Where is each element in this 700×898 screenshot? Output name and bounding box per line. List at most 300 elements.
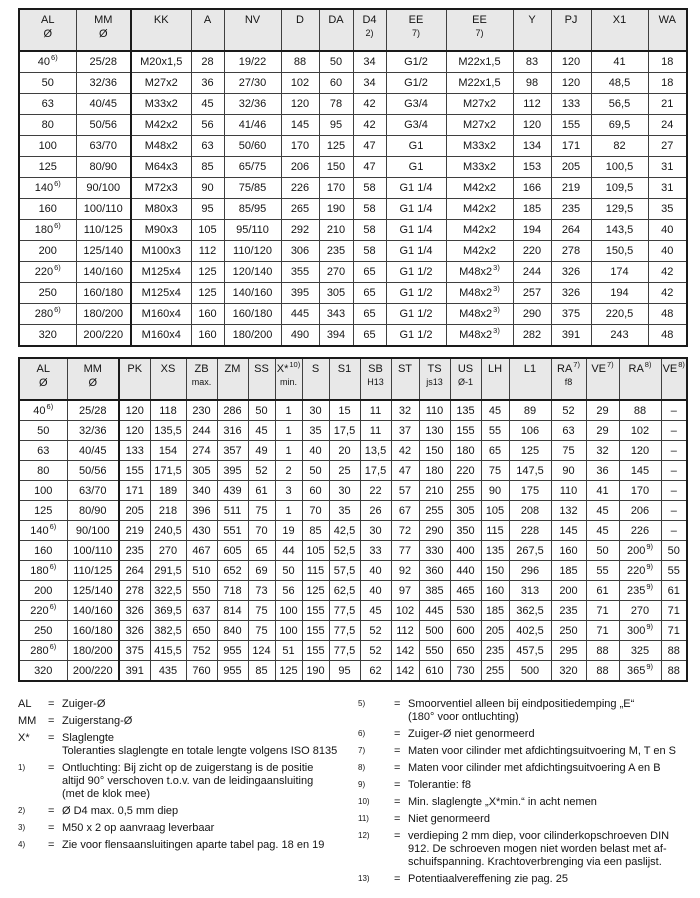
table-cell: 52 xyxy=(360,621,391,641)
table-cell: 610 xyxy=(419,661,450,682)
table-cell: 840 xyxy=(217,621,248,641)
footnote-label: 1) xyxy=(18,763,26,772)
column-header: X1 xyxy=(591,9,648,51)
table-cell: 120 xyxy=(619,441,661,461)
table-cell: 243 xyxy=(591,325,648,347)
table-cell: M90x3 xyxy=(131,220,191,241)
table-cell: 391 xyxy=(119,661,150,682)
table-cell: 395 xyxy=(281,283,319,304)
table-cell: 360 xyxy=(419,561,450,581)
table-cell: 69 xyxy=(248,561,275,581)
table-cell: 160/180 xyxy=(76,283,131,304)
column-header: WA xyxy=(648,9,687,51)
column-header: ST xyxy=(391,358,419,400)
table-cell: 291,5 xyxy=(150,561,186,581)
footnote-ref: 7) xyxy=(573,360,580,370)
dimensions-table-1-mount xyxy=(18,8,686,347)
table-cell: 135 xyxy=(481,541,509,561)
table-cell: 365$^{9)}$ xyxy=(619,661,661,682)
table-row xyxy=(19,621,687,641)
table-cell: 32/36 xyxy=(67,421,119,441)
table-cell: 22 xyxy=(360,481,391,501)
table-cell: 320 xyxy=(19,325,76,347)
table-cell: 1 xyxy=(275,441,302,461)
table-cell: 180 xyxy=(419,461,450,481)
table-cell: – xyxy=(661,441,687,461)
footnote-text: Min. slaglengte „X*min.“ in acht nemen xyxy=(408,796,597,808)
table-cell: 235 xyxy=(551,601,586,621)
table-cell: 155 xyxy=(302,641,329,661)
table-cell: 33 xyxy=(360,541,391,561)
table-cell: 125/140 xyxy=(67,581,119,601)
footnote-text: Ontluchting: Bij zicht op de zuigerstang is de positie altijd 90° verschoven t.o.v. van de leidingaansluiting (met de klok mee) xyxy=(62,762,314,800)
table-cell: 62 xyxy=(360,661,391,682)
table-cell: 75 xyxy=(481,461,509,481)
table-cell: 40/45 xyxy=(67,441,119,461)
table-cell: 278 xyxy=(551,241,591,262)
footnote-item xyxy=(358,813,686,826)
table-row xyxy=(19,73,687,94)
footnote-ref: 9) xyxy=(646,561,654,571)
table-cell: 100 xyxy=(275,601,302,621)
table-cell: G1 1/4 xyxy=(386,241,446,262)
table-cell: 50 xyxy=(19,421,67,441)
table-cell: M125x4 xyxy=(131,262,191,283)
table-row xyxy=(19,325,687,347)
table-cell: 250 xyxy=(551,621,586,641)
column-header: SB H13 xyxy=(360,358,391,400)
table-cell: 160 xyxy=(481,581,509,601)
table-cell: 120/140 xyxy=(224,262,281,283)
column-header: S xyxy=(302,358,329,400)
footnotes-right-column xyxy=(358,698,686,890)
column-header: ZB max. xyxy=(186,358,217,400)
table-cell: 55 xyxy=(661,561,687,581)
footnote-item xyxy=(358,728,686,741)
table-row xyxy=(19,262,687,283)
footnote-ref: 9) xyxy=(646,581,654,591)
table-cell: 71 xyxy=(661,621,687,641)
table-cell: 130 xyxy=(419,421,450,441)
table-cell: 44 xyxy=(275,541,302,561)
table-row xyxy=(19,115,687,136)
footnote-ref: 6) xyxy=(54,221,61,231)
table-cell: M100x3 xyxy=(131,241,191,262)
table-cell: 226 xyxy=(281,178,319,199)
table-cell: 50 xyxy=(661,541,687,561)
table-cell: 28 xyxy=(191,51,224,73)
table-cell: 292 xyxy=(281,220,319,241)
table-cell: 415,5 xyxy=(150,641,186,661)
footnote-equals: = xyxy=(48,698,55,710)
footnote-text: Tolerantie: f8 xyxy=(408,779,471,791)
table-cell: 50 xyxy=(586,541,619,561)
table-cell: M27x2 xyxy=(131,73,191,94)
footnote-text: Maten voor cilinder met afdichtingsuitvoering A en B xyxy=(408,762,661,774)
footnote-ref: 6) xyxy=(49,521,57,531)
table-cell: M42x2 xyxy=(446,178,513,199)
table-cell: 85 xyxy=(302,521,329,541)
table-cell: 760 xyxy=(186,661,217,682)
table-cell: 90 xyxy=(551,461,586,481)
table-cell: 88 xyxy=(619,400,661,421)
table-cell: 105 xyxy=(481,501,509,521)
table-cell: 17,5 xyxy=(360,461,391,481)
table-cell: 1 xyxy=(275,400,302,421)
table-cell: 67 xyxy=(391,501,419,521)
footnote-label: 11) xyxy=(358,814,369,823)
table-cell: 155 xyxy=(551,115,591,136)
table-row xyxy=(19,157,687,178)
table-cell: 98 xyxy=(513,73,551,94)
table-cell: 40/45 xyxy=(76,94,131,115)
table-cell: 265 xyxy=(281,199,319,220)
table-cell: 40 xyxy=(360,581,391,601)
table-cell: 95/110 xyxy=(224,220,281,241)
footnote-ref: 6) xyxy=(54,263,61,273)
table-cell: 89 xyxy=(509,400,551,421)
table-cell: 110/125 xyxy=(76,220,131,241)
table-cell: 65 xyxy=(353,262,386,283)
table-cell: 77 xyxy=(391,541,419,561)
table-cell: 264 xyxy=(119,561,150,581)
table-cell: 40$^{6)}$ xyxy=(19,51,76,73)
table-cell: 105 xyxy=(191,220,224,241)
table-cell: 45 xyxy=(248,421,275,441)
table-cell: M33x2 xyxy=(131,94,191,115)
table-cell: 77,5 xyxy=(329,601,360,621)
table-cell: 120 xyxy=(513,115,551,136)
footnote-ref: 6) xyxy=(49,641,57,651)
table-cell: 160 xyxy=(19,541,67,561)
footnote-equals: = xyxy=(394,830,401,842)
footnote-label: AL xyxy=(18,698,32,710)
table-cell: G1 1/2 xyxy=(386,325,446,347)
table-cell: 37 xyxy=(391,421,419,441)
table-cell: 61 xyxy=(661,581,687,601)
table-cell: 50/56 xyxy=(67,461,119,481)
table-cell: 69,5 xyxy=(591,115,648,136)
table-cell: 189 xyxy=(150,481,186,501)
table-cell: 65 xyxy=(248,541,275,561)
table-cell: 274 xyxy=(186,441,217,461)
table-cell: 316 xyxy=(217,421,248,441)
table-cell: 50/56 xyxy=(76,115,131,136)
table-cell: G1 1/2 xyxy=(386,262,446,283)
table-cell: 402,5 xyxy=(509,621,551,641)
table-cell: 343 xyxy=(319,304,353,325)
footnote-item xyxy=(18,822,358,835)
table-cell: 129,5 xyxy=(591,199,648,220)
table-cell: 150 xyxy=(419,441,450,461)
table-cell: 135,5 xyxy=(150,421,186,441)
table-cell: 50 xyxy=(319,51,353,73)
table-cell: 58 xyxy=(353,241,386,262)
table-row xyxy=(19,421,687,441)
column-header: RA$^{7)}$ f8 xyxy=(551,358,586,400)
table-row xyxy=(19,441,687,461)
table-cell: 155 xyxy=(302,621,329,641)
table-cell: 190 xyxy=(319,199,353,220)
table-cell: 20 xyxy=(329,441,360,461)
table-cell: 355 xyxy=(281,262,319,283)
table-cell: 58 xyxy=(353,199,386,220)
table-cell: 220,5 xyxy=(591,304,648,325)
table-row xyxy=(19,521,687,541)
table-cell: 394 xyxy=(319,325,353,347)
table-cell: 102 xyxy=(619,421,661,441)
footnote-text: Smoorventiel alleen bij eindpositiedemping „E“ (180° voor ontluchting) xyxy=(408,698,635,723)
table-cell: 326 xyxy=(551,262,591,283)
table-cell: 550 xyxy=(419,641,450,661)
table-cell: 71 xyxy=(661,601,687,621)
footnote-item xyxy=(358,873,686,886)
table-cell: 40 xyxy=(302,441,329,461)
table-cell: 185 xyxy=(513,199,551,220)
table-cell: 1 xyxy=(275,421,302,441)
table-cell: 85 xyxy=(191,157,224,178)
table-row xyxy=(19,400,687,421)
column-header: TS js13 xyxy=(419,358,450,400)
table-cell: 170 xyxy=(281,136,319,157)
table-cell: 40 xyxy=(360,561,391,581)
table-cell: 47 xyxy=(353,136,386,157)
footnote-text: Potentiaalvereffening zie pag. 25 xyxy=(408,873,569,885)
footnote-ref: 3) xyxy=(493,326,500,336)
table-cell: 49 xyxy=(248,441,275,461)
table-cell: 375 xyxy=(119,641,150,661)
table-cell: M72x3 xyxy=(131,178,191,199)
table-cell: 170 xyxy=(319,178,353,199)
table-cell: 305 xyxy=(450,501,481,521)
table-cell: 235$^{9)}$ xyxy=(619,581,661,601)
table-cell: 42 xyxy=(353,115,386,136)
table-cell: 200/220 xyxy=(67,661,119,682)
table-cell: 30 xyxy=(360,521,391,541)
table-cell: 166 xyxy=(513,178,551,199)
table-cell: 52 xyxy=(360,641,391,661)
footnotes-section xyxy=(18,698,686,890)
column-header: X*$^{10)}$ min. xyxy=(275,358,302,400)
footnote-label: 2) xyxy=(18,806,26,815)
table-cell: 82 xyxy=(591,136,648,157)
table-cell: 55 xyxy=(481,421,509,441)
table-cell: 605 xyxy=(217,541,248,561)
table-cell: 110 xyxy=(551,481,586,501)
table-cell: 32 xyxy=(391,400,419,421)
table-cell: 955 xyxy=(217,641,248,661)
table-cell: 90/100 xyxy=(67,521,119,541)
table-cell: 133 xyxy=(119,441,150,461)
table-cell: G1 xyxy=(386,157,446,178)
table-cell: 42 xyxy=(648,262,687,283)
footnote-equals: = xyxy=(48,805,55,817)
table-cell: 2 xyxy=(275,461,302,481)
column-header: D xyxy=(281,9,319,51)
table-row xyxy=(19,304,687,325)
table-cell: – xyxy=(661,481,687,501)
table-cell: 120 xyxy=(119,421,150,441)
table-cell: 600 xyxy=(450,621,481,641)
table-cell: 71 xyxy=(586,621,619,641)
table-cell: 465 xyxy=(450,581,481,601)
table-cell: 41/46 xyxy=(224,115,281,136)
footnote-equals: = xyxy=(394,728,401,740)
table-cell: 306 xyxy=(281,241,319,262)
table-cell: 50/60 xyxy=(224,136,281,157)
table-cell: 50 xyxy=(275,561,302,581)
table-cell: 120 xyxy=(551,73,591,94)
table-cell: 154 xyxy=(150,441,186,461)
table-cell: 290 xyxy=(419,521,450,541)
table-cell: 88 xyxy=(661,661,687,682)
table-cell: 100 xyxy=(19,136,76,157)
table-cell: 34 xyxy=(353,73,386,94)
table-cell: 32 xyxy=(586,441,619,461)
table-cell: 31 xyxy=(648,178,687,199)
table-cell: 219 xyxy=(119,521,150,541)
table-cell: 88 xyxy=(586,641,619,661)
table-cell: M42x2 xyxy=(446,220,513,241)
table-cell: 29 xyxy=(586,421,619,441)
table-row xyxy=(19,136,687,157)
table-cell: 180/200 xyxy=(67,641,119,661)
footnote-equals: = xyxy=(394,698,401,710)
table-cell: 142 xyxy=(391,661,419,682)
table-cell: 550 xyxy=(186,581,217,601)
table-cell: 125 xyxy=(191,283,224,304)
table-cell: 27 xyxy=(648,136,687,157)
table-cell: 41 xyxy=(591,51,648,73)
table-cell: 530 xyxy=(450,601,481,621)
table-cell: 52 xyxy=(551,400,586,421)
table-cell: 75 xyxy=(248,501,275,521)
table-cell: 95 xyxy=(329,661,360,682)
table-cell: M42x2 xyxy=(446,199,513,220)
table-cell: 63 xyxy=(191,136,224,157)
table-cell: 45 xyxy=(360,601,391,621)
table-cell: 270 xyxy=(319,262,353,283)
table-cell: 220 xyxy=(450,461,481,481)
footnote-item xyxy=(358,745,686,758)
footnote-ref: 7) xyxy=(607,360,614,370)
table-cell: 42 xyxy=(391,441,419,461)
table-cell: 135 xyxy=(450,400,481,421)
table-cell: 270 xyxy=(150,541,186,561)
table-cell: 80 xyxy=(19,115,76,136)
table-cell: 160/180 xyxy=(67,621,119,641)
table-cell: 31 xyxy=(648,157,687,178)
table-cell: 282 xyxy=(513,325,551,347)
table-cell: 445 xyxy=(281,304,319,325)
footnote-ref: 6) xyxy=(54,305,61,315)
table-cell: 95 xyxy=(191,199,224,220)
table-cell: 63/70 xyxy=(76,136,131,157)
footnote-ref: 3) xyxy=(493,305,500,315)
table-cell: 180/200 xyxy=(76,304,131,325)
footnote-ref: 9) xyxy=(646,621,654,631)
table-cell: 62,5 xyxy=(329,581,360,601)
footnote-item xyxy=(358,698,686,724)
table-cell: 125 xyxy=(275,661,302,682)
table-cell: 235 xyxy=(319,241,353,262)
table-cell: 56 xyxy=(275,581,302,601)
table-cell: 313 xyxy=(509,581,551,601)
table-cell: 88 xyxy=(281,51,319,73)
table-row xyxy=(19,461,687,481)
table-cell: 92 xyxy=(391,561,419,581)
table-cell: 75 xyxy=(248,601,275,621)
table-cell: M160x4 xyxy=(131,304,191,325)
table-cell: 29 xyxy=(586,400,619,421)
table-cell: 112 xyxy=(391,621,419,641)
table-cell: 110/120 xyxy=(224,241,281,262)
table-cell: 42 xyxy=(353,94,386,115)
table-cell: 357 xyxy=(217,441,248,461)
column-header: PK xyxy=(119,358,150,400)
table-cell: 200$^{9)}$ xyxy=(619,541,661,561)
table-cell: 125 xyxy=(191,262,224,283)
table-cell: 155 xyxy=(450,421,481,441)
table-cell: 551 xyxy=(217,521,248,541)
table-cell: 70 xyxy=(302,501,329,521)
table-cell: 180$^{6)}$ xyxy=(19,561,67,581)
table-cell: M80x3 xyxy=(131,199,191,220)
table-cell: 255 xyxy=(419,501,450,521)
footnote-ref: 9) xyxy=(646,541,654,551)
table-cell: 440 xyxy=(450,561,481,581)
table-cell: 375 xyxy=(551,304,591,325)
table-cell: 90/100 xyxy=(76,178,131,199)
table-cell: 36 xyxy=(191,73,224,94)
table-cell: 206 xyxy=(281,157,319,178)
table-cell: 78 xyxy=(319,94,353,115)
table-cell: 290 xyxy=(513,304,551,325)
table-cell: 244 xyxy=(186,421,217,441)
table-cell: 124 xyxy=(248,641,275,661)
table-header-row xyxy=(19,9,687,51)
table-cell: 264 xyxy=(551,220,591,241)
table-cell: 41 xyxy=(586,481,619,501)
table-cell: 80/90 xyxy=(67,501,119,521)
footnote-item xyxy=(18,762,358,801)
table-cell: 255 xyxy=(481,661,509,682)
table-cell: 200/220 xyxy=(76,325,131,347)
table-cell: 153 xyxy=(513,157,551,178)
table-row xyxy=(19,641,687,661)
table-cell: 63/70 xyxy=(67,481,119,501)
table-cell: 100,5 xyxy=(591,157,648,178)
table-cell: 730 xyxy=(450,661,481,682)
table-cell: 174 xyxy=(591,262,648,283)
table-row xyxy=(19,283,687,304)
table-cell: 228 xyxy=(509,521,551,541)
table-cell: 180/200 xyxy=(224,325,281,347)
table-cell: 112 xyxy=(191,241,224,262)
table-cell: – xyxy=(661,501,687,521)
table-cell: 52 xyxy=(248,461,275,481)
table-cell: 140/160 xyxy=(67,601,119,621)
footnote-equals: = xyxy=(394,796,401,808)
column-header: VE$^{8)}$ xyxy=(661,358,687,400)
table-cell: M42x2 xyxy=(131,115,191,136)
table-cell: 48 xyxy=(648,325,687,347)
table-cell: 362,5 xyxy=(509,601,551,621)
table-cell: 155 xyxy=(119,461,150,481)
table-cell: 718 xyxy=(217,581,248,601)
table-cell: 218 xyxy=(150,501,186,521)
table-cell: 490 xyxy=(281,325,319,347)
